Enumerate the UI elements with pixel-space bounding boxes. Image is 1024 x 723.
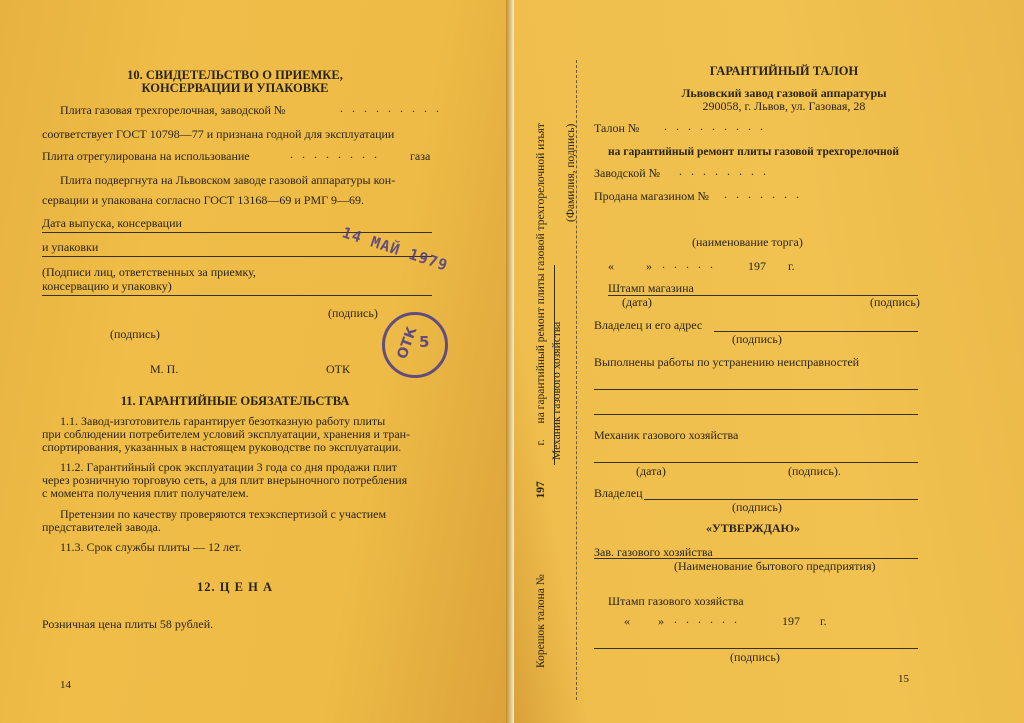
warranty-1-line3: спортирования, указанных в настоящем руководстве по эксплуатации.	[42, 440, 402, 454]
date-quote-left: «	[608, 259, 614, 273]
date-caption: (дата)	[622, 295, 652, 309]
otk-stamp	[382, 312, 448, 378]
owner-label: Владелец	[594, 486, 643, 500]
sign-caption-4: (подпись)	[732, 500, 782, 514]
packing-line	[42, 256, 432, 257]
dotted-field: . . . . . . .	[724, 187, 802, 201]
warranty-1-line1: 1.1. Завод-изготовитель гарантирует безотказную работу плиты	[60, 414, 386, 428]
works-label: Выполнены работы по устранению неисправностей	[594, 355, 860, 369]
signatures-note-1: (Подписи лиц, ответственных за приемку,	[42, 265, 256, 279]
stub-year: 197	[535, 481, 547, 499]
signature-caption-2: (подпись)	[110, 327, 160, 341]
dotted-field: . . . . . .	[674, 612, 740, 626]
date-caption-2: (дата)	[636, 464, 666, 478]
section-11-title: 11. ГАРАНТИЙНЫЕ ОБЯЗАТЕЛЬСТВА	[120, 394, 350, 408]
page-number-right: 15	[898, 673, 909, 685]
otk-stamp-number: 5	[419, 333, 430, 351]
approve-label: «УТВЕРЖДАЮ»	[706, 521, 801, 535]
claims-line2: представителей завода.	[42, 520, 161, 534]
date-stamp: 14 МАЙ 1979	[339, 223, 451, 275]
sign-caption-5: (подпись)	[730, 650, 780, 664]
dotted-field: . . . . .	[662, 257, 716, 271]
date-quote-right: »	[646, 259, 652, 273]
page-number-left: 14	[60, 679, 71, 691]
signatures-line	[42, 295, 432, 296]
works-line-2	[594, 414, 918, 415]
head-label: Зав. газового хозяйства	[594, 545, 713, 559]
para-conservation-1: Плита подвергнута на Львовском заводе газовой аппаратуры кон-	[60, 173, 396, 187]
release-date-label: Дата выпуска, консервации	[42, 216, 182, 230]
stub-g: г.	[535, 439, 547, 446]
stub-talon-label: Корешок талона №	[535, 574, 547, 668]
coupon-address: 290058, г. Львов, ул. Газовая, 28	[702, 99, 866, 113]
packing-label: и упаковки	[42, 240, 99, 254]
warranty-1-line2: при соблюдении потребителем условий эксплуатации, хранения и тран-	[42, 427, 411, 441]
service-life: 11.3. Срок службы плиты — 12 лет.	[60, 540, 242, 554]
date-quote-right-2: »	[658, 614, 664, 628]
section-12-title: 12. Ц Е Н А	[197, 580, 273, 594]
talon-label: Талон №	[594, 121, 640, 135]
repair-label: на гарантийный ремонт плиты газовой трехгорелочной	[608, 146, 900, 158]
warranty-2-line3: с момента получения плит получателем.	[42, 486, 249, 500]
mechanic-line	[594, 462, 918, 463]
sign-caption-3: (подпись).	[788, 464, 841, 478]
stub-cut-line	[576, 60, 577, 700]
date-quote-left-2: «	[624, 614, 630, 628]
stub-repair-text: на гарантийный ремонт плиты газовой трехгорелочной изъят	[535, 123, 547, 424]
signatures-note-2: консервацию и упаковку)	[42, 279, 172, 293]
warranty-2-line1: 11.2. Гарантийный срок эксплуатации 3 года со дня продажи плит	[60, 460, 398, 474]
retail-price: Розничная цена плиты 58 рублей.	[42, 617, 214, 631]
stub-signature-line	[554, 265, 555, 465]
para-conservation-2: сервации и упакована согласно ГОСТ 13168—69 и РМГ 9—69.	[42, 193, 365, 207]
gas-stamp-label: Штамп газового хозяйства	[608, 594, 744, 608]
dotted-field: . . . . . . . . .	[664, 119, 766, 133]
mechanic-label: Механик газового хозяйства	[594, 428, 739, 442]
dotted-field: . . . . . . . . .	[340, 101, 442, 115]
para-serial: Плита газовая трехгорелочная, заводской №	[60, 103, 286, 117]
sign-caption-2: (подпись)	[732, 332, 782, 346]
claims-line1: Претензии по качеству проверяются техэкспертизой с участием	[60, 507, 387, 521]
year-g-2: г.	[820, 614, 827, 628]
section-10-title-line2: КОНСЕРВАЦИИ И УПАКОВКЕ	[141, 81, 329, 95]
warranty-2-line2: через розничную торговую сеть, а для плит внерыночного потребления	[42, 473, 408, 487]
para-gost: соответствует ГОСТ 10798—77 и признана годной для эксплуатации	[42, 127, 395, 141]
otk-label: ОТК	[326, 362, 350, 376]
final-sign-line	[594, 648, 918, 649]
right-page	[514, 0, 1024, 723]
para-adjusted: Плита отрегулирована на использование	[42, 149, 250, 163]
stub-line2: Механик газового хозяйства	[551, 321, 563, 460]
otk-stamp-text: ОТК	[394, 324, 421, 362]
serial-label: Заводской №	[594, 166, 661, 180]
year-g: г.	[788, 259, 795, 273]
year-label-2: 197	[782, 614, 800, 628]
coupon-org: Львовский завод газовой аппаратуры	[681, 86, 887, 100]
seal-place-label: М. П.	[150, 362, 179, 376]
coupon-title: ГАРАНТИЙНЫЙ ТАЛОН	[709, 64, 859, 78]
signature-caption-1: (подпись)	[328, 306, 378, 320]
sold-label: Продана магазином №	[594, 189, 709, 203]
stub-line3: (Фамилия, подпись)	[565, 123, 577, 222]
dotted-field: . . . . . . . .	[679, 164, 769, 178]
works-line-1	[594, 389, 918, 390]
stub-line1	[534, 123, 548, 668]
dotted-field: . . . . . . . .	[290, 147, 380, 161]
section-10-title-line1: 10. СВИДЕТЕЛЬСТВО О ПРИЕМКЕ,	[127, 68, 343, 82]
shop-stamp-label: Штамп магазина	[608, 281, 694, 295]
sign-caption: (подпись)	[870, 295, 920, 309]
year-label: 197	[748, 259, 766, 273]
owner-address-label: Владелец и его адрес	[594, 318, 703, 332]
trade-caption: (наименование торга)	[692, 235, 803, 249]
para-adjusted-end: газа	[410, 149, 431, 163]
org-name-caption: (Наименование бытового предприятия)	[674, 559, 876, 573]
